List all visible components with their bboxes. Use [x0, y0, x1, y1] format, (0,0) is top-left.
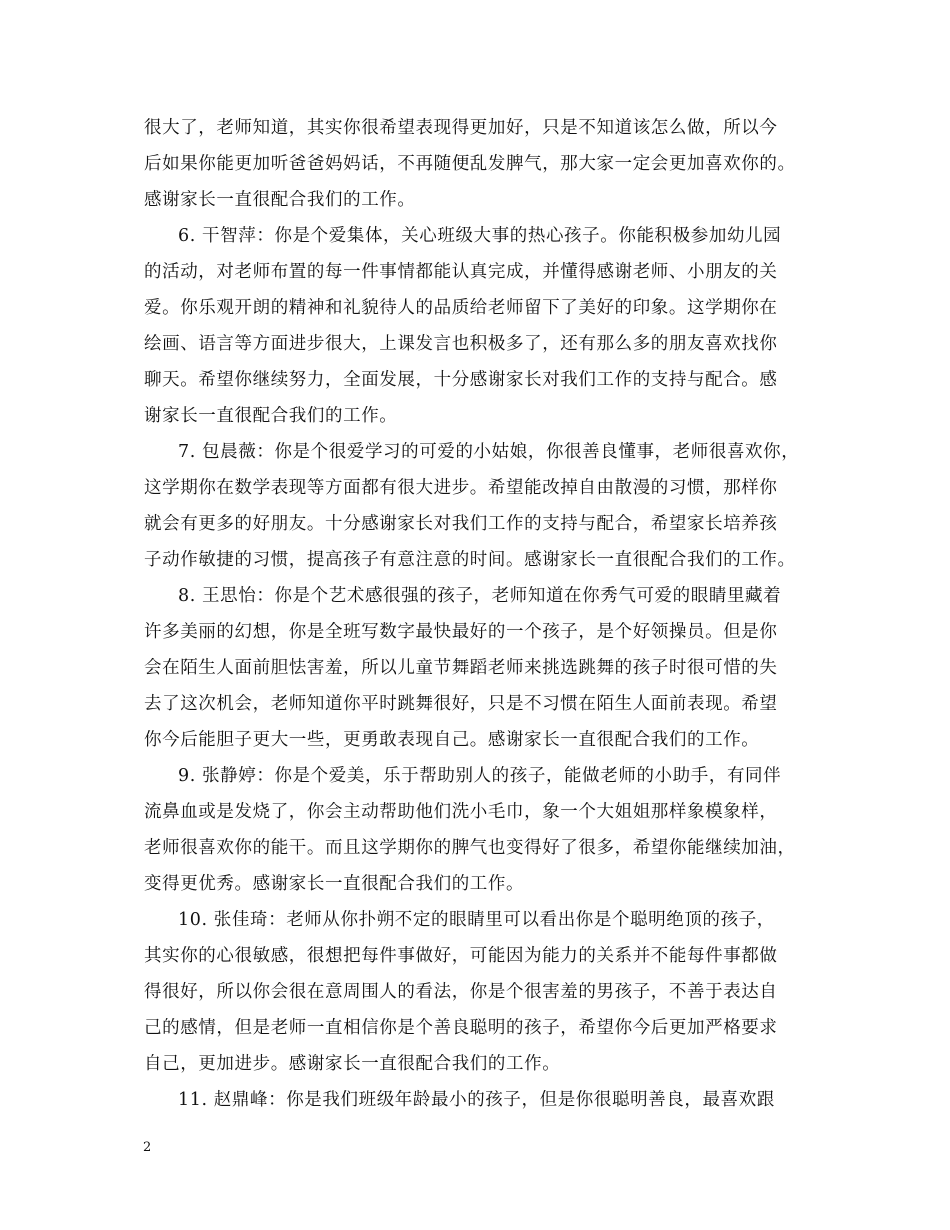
text-line: 其实你的心很敏感，很想把每件事做好，可能因为能力的关系并不能每件事都做 — [144, 946, 778, 966]
text-line: 感谢家长一直很配合我们的工作。 — [144, 190, 416, 210]
text-line: 流鼻血或是发烧了，你会主动帮助他们洗小毛巾，象一个大姐姐那样象模象样， — [144, 802, 778, 822]
text-line: 子动作敏捷的习惯，提高孩子有意注意的时间。感谢家长一直很配合我们的工作。 — [144, 550, 796, 570]
text-line: 得很好，所以你会很在意周围人的看法，你是个很害羞的男孩子，不善于表达自 — [144, 982, 778, 1002]
page-number: 2 — [143, 1140, 152, 1155]
text-line: 聊天。希望你继续努力，全面发展，十分感谢家长对我们工作的支持与配合。感 — [144, 370, 778, 390]
text-line: 11. 赵鼎峰：你是我们班级年龄最小的孩子，但是你很聪明善良，最喜欢跟 — [178, 1090, 775, 1110]
text-line: 谢家长一直很配合我们的工作。 — [144, 406, 398, 426]
text-line: 9. 张静婷：你是个爱美，乐于帮助别人的孩子，能做老师的小助手，有同伴 — [178, 766, 782, 786]
text-line: 这学期你在数学表现等方面都有很大进步。希望能改掉自由散漫的习惯，那样你 — [144, 478, 778, 498]
text-line: 就会有更多的好朋友。十分感谢家长对我们工作的支持与配合，希望家长培养孩 — [144, 514, 778, 534]
text-line: 后如果你能更加听爸爸妈妈话，不再随便乱发脾气，那大家一定会更加喜欢你的。 — [144, 154, 796, 174]
text-line: 8. 王思怡：你是个艺术感很强的孩子，老师知道在你秀气可爱的眼睛里藏着 — [178, 586, 782, 606]
text-line: 10. 张佳琦：老师从你扑朔不定的眼睛里可以看出你是个聪明绝顶的孩子， — [178, 910, 775, 930]
text-line: 的活动，对老师布置的每一件事情都能认真完成，并懂得感谢老师、小朋友的关 — [144, 262, 778, 282]
text-line: 爱。你乐观开朗的精神和礼貌待人的品质给老师留下了美好的印象。这学期你在 — [144, 298, 778, 318]
text-line: 去了这次机会，老师知道你平时跳舞很好，只是不习惯在陌生人面前表现。希望 — [144, 694, 778, 714]
text-line: 7. 包晨薇：你是个很爱学习的可爱的小姑娘，你很善良懂事，老师很喜欢你， — [178, 442, 800, 462]
text-line: 绘画、语言等方面进步很大，上课发言也积极多了，还有那么多的朋友喜欢找你 — [144, 334, 778, 354]
text-line: 6. 干智萍：你是个爱集体，关心班级大事的热心孩子。你能积极参加幼儿园 — [178, 226, 782, 246]
text-line: 会在陌生人面前胆怯害羞，所以儿童节舞蹈老师来挑选跳舞的孩子时很可惜的失 — [144, 658, 778, 678]
text-line: 你今后能胆子更大一些，更勇敢表现自己。感谢家长一直很配合我们的工作。 — [144, 730, 760, 750]
text-line: 老师很喜欢你的能干。而且这学期你的脾气也变得好了很多，希望你能继续加油， — [144, 838, 796, 858]
text-line: 己的感情，但是老师一直相信你是个善良聪明的孩子，希望你今后更加严格要求 — [144, 1018, 778, 1038]
text-line: 自己，更加进步。感谢家长一直很配合我们的工作。 — [144, 1054, 561, 1074]
text-line: 很大了，老师知道，其实你很希望表现得更加好，只是不知道该怎么做，所以今 — [144, 118, 778, 138]
text-line: 变得更优秀。感谢家长一直很配合我们的工作。 — [144, 874, 525, 894]
text-line: 许多美丽的幻想，你是全班写数字最快最好的一个孩子，是个好领操员。但是你 — [144, 622, 778, 642]
